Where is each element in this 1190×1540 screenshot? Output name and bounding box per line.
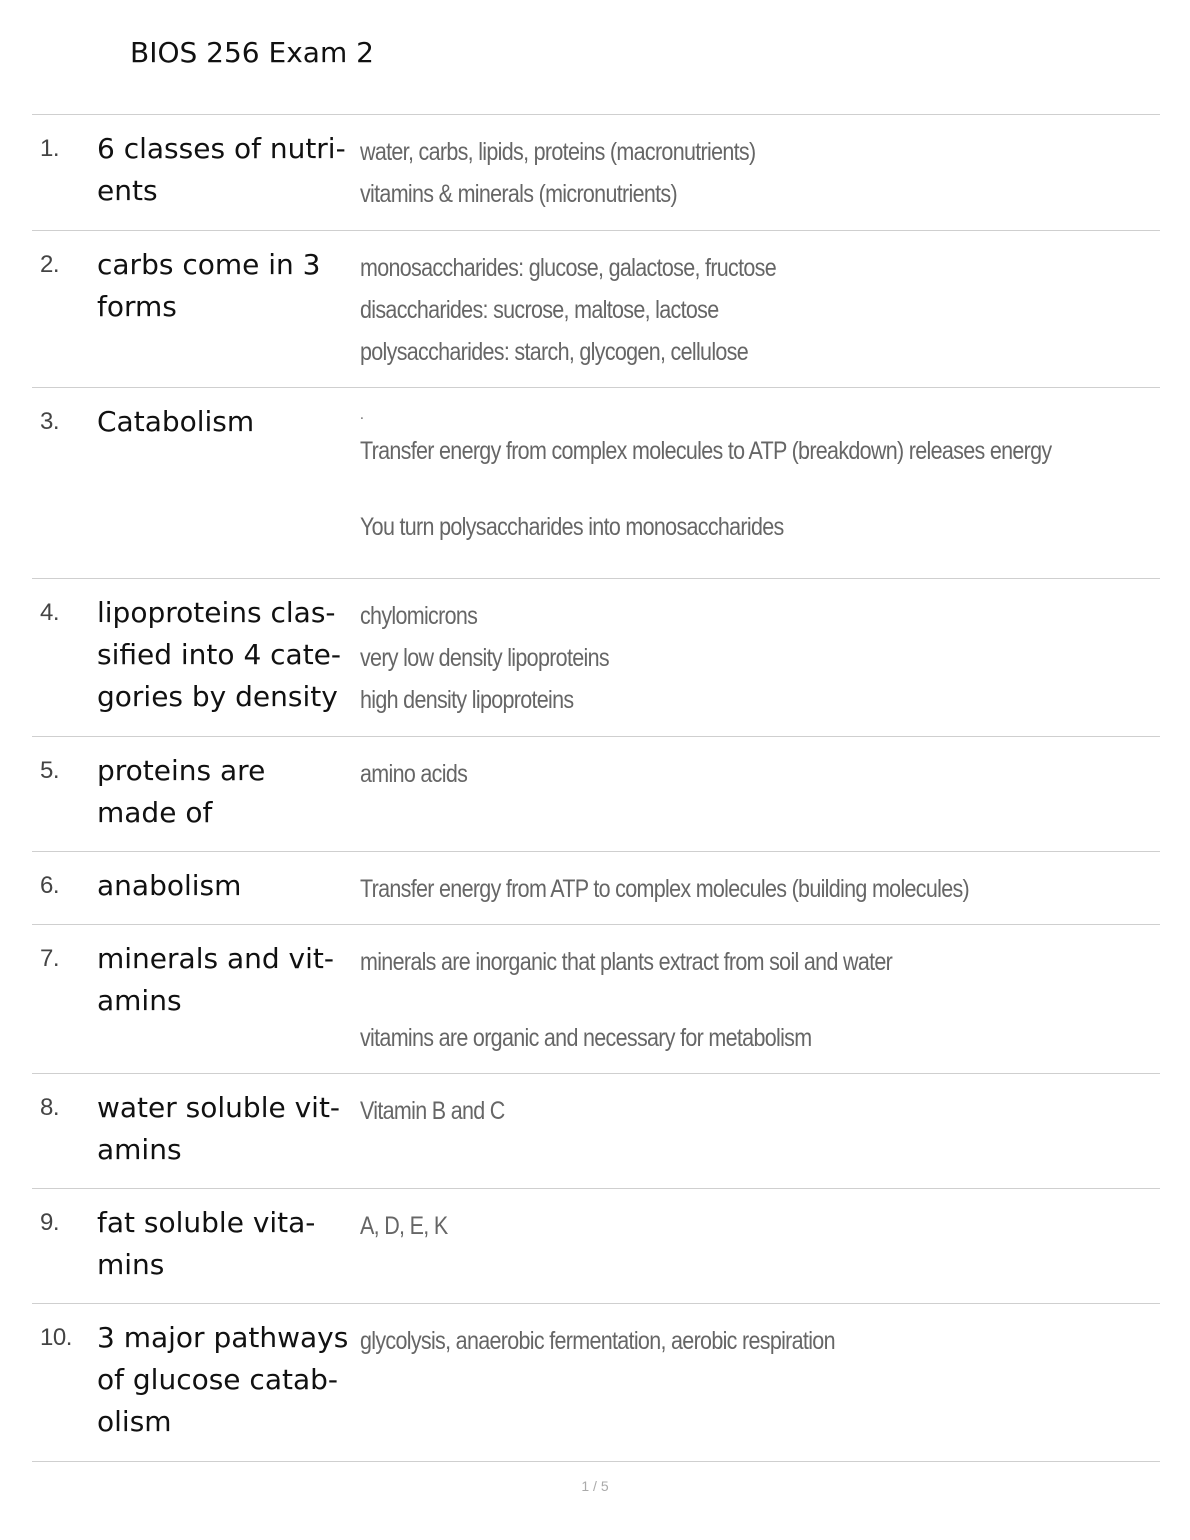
card-number: 10. xyxy=(40,1324,72,1351)
card-term xyxy=(97,592,359,718)
definition-line: water, carbs, lipids, proteins (macronutrients) xyxy=(360,138,756,166)
definition-line: Transfer energy from complex molecules to ATP (breakdown) releases energy xyxy=(360,437,1052,465)
flashcard-row xyxy=(32,852,1160,925)
term-line: forms xyxy=(97,290,177,323)
definition-line: very low density lipoproteins xyxy=(360,644,609,672)
term-line: lipoproteins clas- xyxy=(97,596,336,629)
card-number: 7. xyxy=(40,945,60,972)
definition-line: vitamins are organic and necessary for metabolism xyxy=(360,1024,812,1052)
card-definition xyxy=(360,400,1052,548)
definition-line: You turn polysaccharides into monosaccharides xyxy=(360,513,784,541)
definition-line: minerals are inorganic that plants extract from soil and water xyxy=(360,948,893,976)
definition-line: glycolysis, anaerobic fermentation, aerobic respiration xyxy=(360,1327,835,1355)
card-term xyxy=(97,401,359,443)
card-definition xyxy=(360,1205,1039,1247)
definition-line: high density lipoproteins xyxy=(360,686,574,714)
flashcard-list xyxy=(32,114,1160,1462)
term-line: anabolism xyxy=(97,869,242,902)
page-indicator: 1 / 5 xyxy=(581,1478,609,1494)
card-definition xyxy=(360,753,1039,795)
card-number: 4. xyxy=(40,599,60,626)
flashcard-row xyxy=(32,579,1160,737)
card-definition xyxy=(360,1090,1039,1132)
term-line: olism xyxy=(97,1405,172,1438)
card-number: 6. xyxy=(40,872,60,899)
flashcard-row xyxy=(32,1074,1160,1189)
term-line: 3 major pathways xyxy=(97,1321,349,1354)
card-term xyxy=(97,1317,359,1443)
card-definition xyxy=(360,868,1039,910)
term-line: amins xyxy=(97,1133,182,1166)
definition-line: Transfer energy from ATP to complex molecules (building molecules) xyxy=(360,875,970,903)
document-title: BIOS 256 Exam 2 xyxy=(130,36,374,69)
term-line: amins xyxy=(97,984,182,1017)
card-definition xyxy=(360,247,1039,373)
term-line: Catabolism xyxy=(97,405,255,438)
card-number: 3. xyxy=(40,408,60,435)
card-definition xyxy=(360,1320,1039,1362)
definition-line: chylomicrons xyxy=(360,602,478,630)
flashcard-row xyxy=(32,1304,1160,1462)
card-term xyxy=(97,1202,359,1286)
card-number: 1. xyxy=(40,135,60,162)
definition-line: monosaccharides: glucose, galactose, fructose xyxy=(360,254,777,282)
card-number: 5. xyxy=(40,757,60,784)
flashcard-row xyxy=(32,925,1160,1074)
card-term xyxy=(97,750,359,834)
term-line: water soluble vit- xyxy=(97,1091,341,1124)
definition-line: Vitamin B and C xyxy=(360,1097,505,1125)
card-number: 8. xyxy=(40,1094,60,1121)
card-number: 9. xyxy=(40,1209,60,1236)
term-line: 6 classes of nutri- xyxy=(97,132,346,165)
term-line: minerals and vit- xyxy=(97,942,334,975)
definition-line: amino acids xyxy=(360,760,468,788)
card-term xyxy=(97,938,359,1022)
definition-line: disaccharides: sucrose, maltose, lactose xyxy=(360,296,719,324)
definition-line: . xyxy=(360,406,364,423)
flashcard-row xyxy=(32,388,1160,579)
term-line: proteins are xyxy=(97,754,266,787)
term-line: carbs come in 3 xyxy=(97,248,321,281)
card-definition xyxy=(360,595,1039,721)
definition-line: polysaccharides: starch, glycogen, cellulose xyxy=(360,338,749,366)
card-term xyxy=(97,865,359,907)
term-line: mins xyxy=(97,1248,165,1281)
flashcard-row xyxy=(32,115,1160,231)
definition-line: A, D, E, K xyxy=(360,1212,448,1240)
definition-spacer xyxy=(360,472,1039,506)
definition-spacer xyxy=(360,983,1039,1017)
term-line: gories by density xyxy=(97,680,338,713)
term-line: made of xyxy=(97,796,213,829)
card-term xyxy=(97,1087,359,1171)
flashcard-row xyxy=(32,737,1160,852)
card-term xyxy=(97,128,359,212)
term-line: ents xyxy=(97,174,158,207)
flashcard-row xyxy=(32,1189,1160,1304)
card-definition xyxy=(360,131,1039,215)
term-line: sified into 4 cate- xyxy=(97,638,342,671)
flashcard-row xyxy=(32,231,1160,388)
card-term xyxy=(97,244,359,328)
definition-line: vitamins & minerals (micronutrients) xyxy=(360,180,677,208)
term-line: of glucose catab- xyxy=(97,1363,338,1396)
term-line: fat soluble vita- xyxy=(97,1206,316,1239)
card-number: 2. xyxy=(40,251,60,278)
card-definition xyxy=(360,941,1039,1059)
